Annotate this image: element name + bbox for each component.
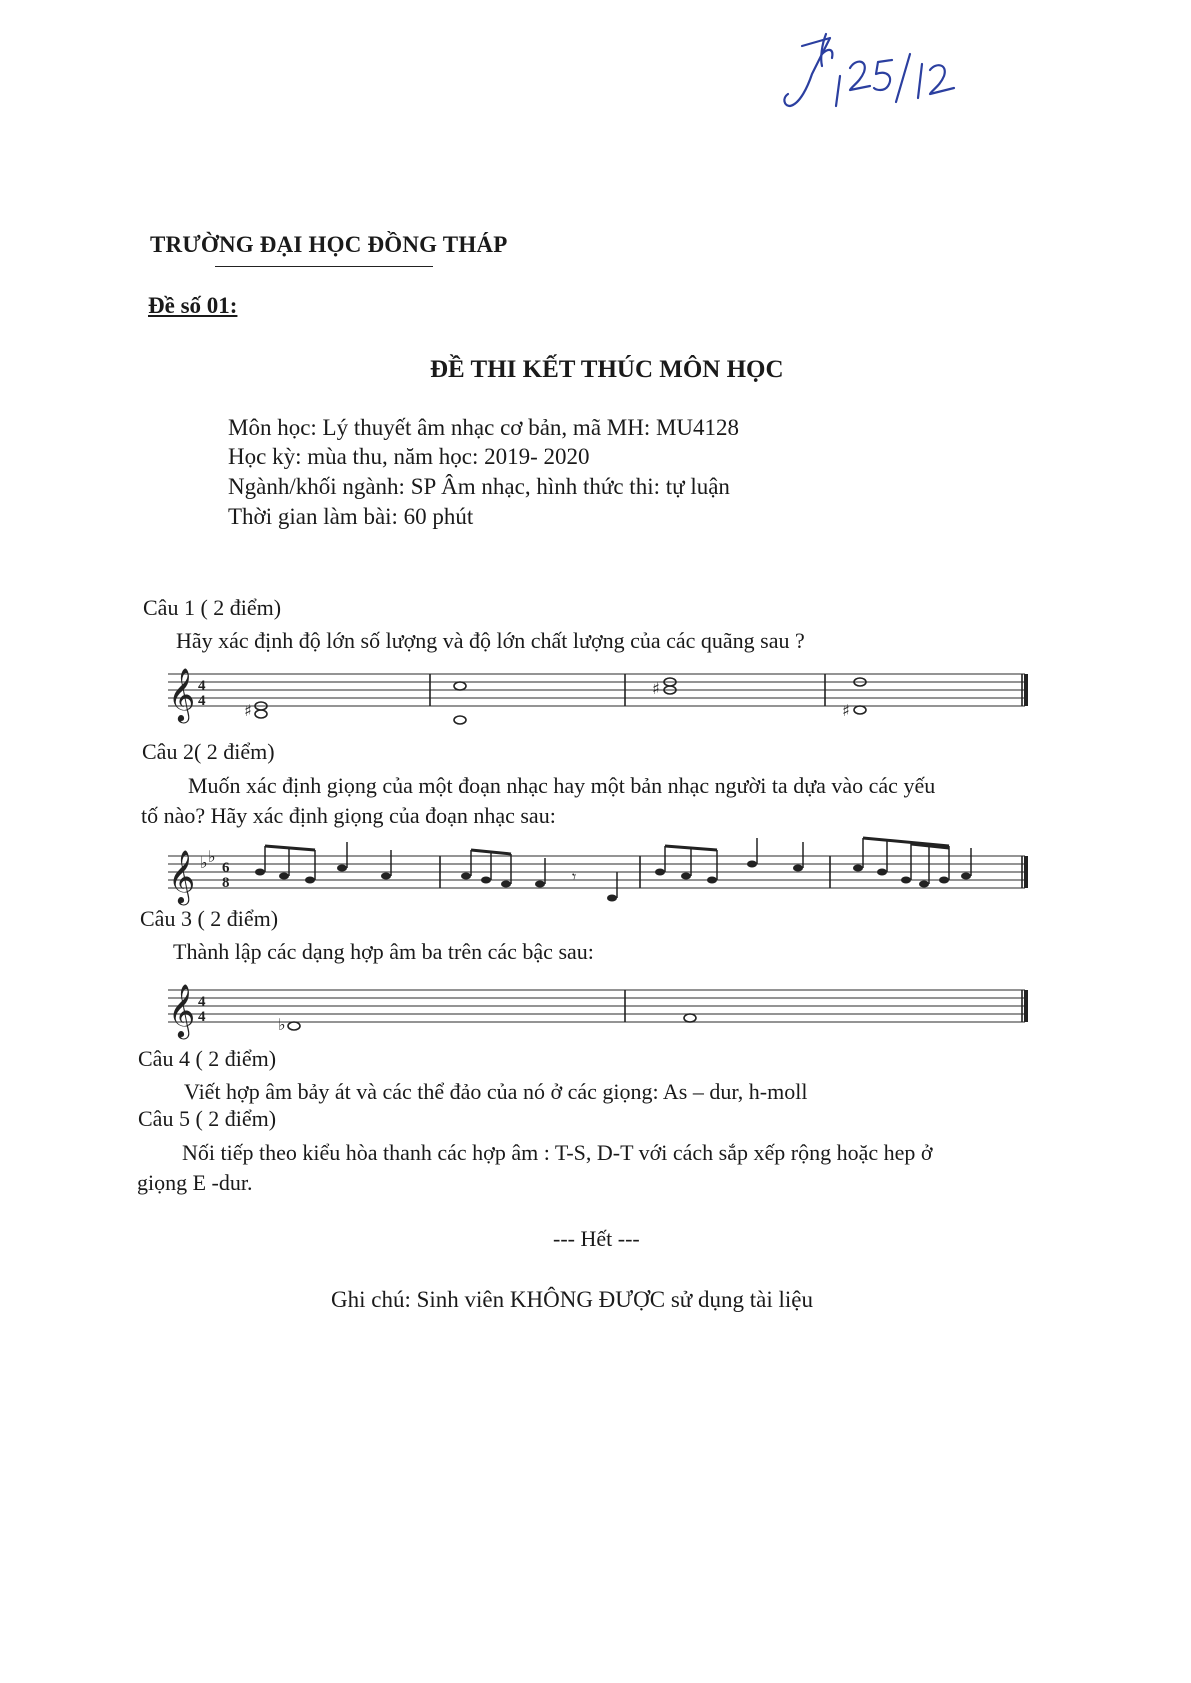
- svg-text:4: 4: [198, 693, 206, 709]
- svg-text:𝄞: 𝄞: [168, 667, 196, 721]
- question-2-text-line1: Muốn xác định giọng của một đoạn nhạc hay một bản nhạc người ta dựa vào các yếu: [188, 773, 936, 798]
- question-1-text: Hãy xác định độ lớn số lượng và độ lớn chất lượng của các quãng sau ?: [176, 628, 805, 653]
- exam-number: Đề số 01:: [148, 293, 238, 318]
- svg-text:𝄞: 𝄞: [168, 849, 196, 903]
- info-major: Ngành/khối ngành: SP Âm nhạc, hình thức thi: tự luận: [228, 474, 730, 499]
- svg-text:4: 4: [198, 994, 206, 1010]
- svg-text:4: 4: [198, 678, 206, 694]
- music-staff-question-2: [160, 832, 1040, 912]
- exam-title: ĐỀ THI KẾT THÚC MÔN HỌC: [430, 356, 784, 383]
- handwritten-date-note: [782, 14, 982, 124]
- svg-text:4: 4: [198, 1009, 206, 1025]
- question-3-title: Câu 3 ( 2 điểm): [140, 906, 279, 931]
- question-5-text-line1: Nối tiếp theo kiểu hòa thanh các hợp âm : T-S, D-T với cách sắp xếp rộng hoặc hep ở: [182, 1140, 933, 1165]
- question-5-text-line2: giọng E -dur.: [137, 1170, 253, 1195]
- svg-text:♯: ♯: [842, 701, 850, 720]
- question-3-text: Thành lập các dạng hợp âm ba trên các bậc sau:: [173, 939, 594, 964]
- footer-note: Ghi chú: Sinh viên KHÔNG ĐƯỢC sử dụng tài liệu: [331, 1287, 813, 1312]
- question-2-title: Câu 2( 2 điểm): [142, 739, 275, 764]
- svg-text:𝄞: 𝄞: [168, 983, 196, 1037]
- svg-text:♭: ♭: [200, 853, 208, 872]
- question-4-title: Câu 4 ( 2 điểm): [138, 1046, 277, 1071]
- school-underline: [215, 266, 433, 267]
- info-duration: Thời gian làm bài: 60 phút: [228, 504, 474, 529]
- svg-text:8: 8: [222, 875, 230, 891]
- svg-text:𝄾: 𝄾: [572, 867, 577, 886]
- music-staff-question-3: [160, 968, 1040, 1048]
- end-marker: --- Hết ---: [553, 1226, 640, 1251]
- svg-text:♯: ♯: [652, 679, 660, 698]
- question-4-text: Viết hợp âm bảy át và các thể đảo của nó ở các giọng: As – dur, h-moll: [184, 1079, 808, 1104]
- info-subject: Môn học: Lý thuyết âm nhạc cơ bản, mã MH: MU4128: [228, 415, 740, 440]
- music-staff-question-1: [160, 660, 1040, 740]
- svg-text:♯: ♯: [244, 701, 252, 720]
- question-5-title: Câu 5 ( 2 điểm): [138, 1106, 277, 1131]
- svg-text:6: 6: [222, 860, 230, 876]
- svg-text:♭: ♭: [208, 847, 216, 866]
- question-2-text-line2: tố nào? Hãy xác định giọng của đoạn nhạc sau:: [141, 803, 556, 828]
- question-1-title: Câu 1 ( 2 điểm): [143, 595, 282, 620]
- info-semester: Học kỳ: mùa thu, năm học: 2019- 2020: [228, 444, 590, 469]
- svg-text:♭: ♭: [278, 1015, 286, 1034]
- school-name: TRƯỜNG ĐẠI HỌC ĐỒNG THÁP: [150, 232, 508, 257]
